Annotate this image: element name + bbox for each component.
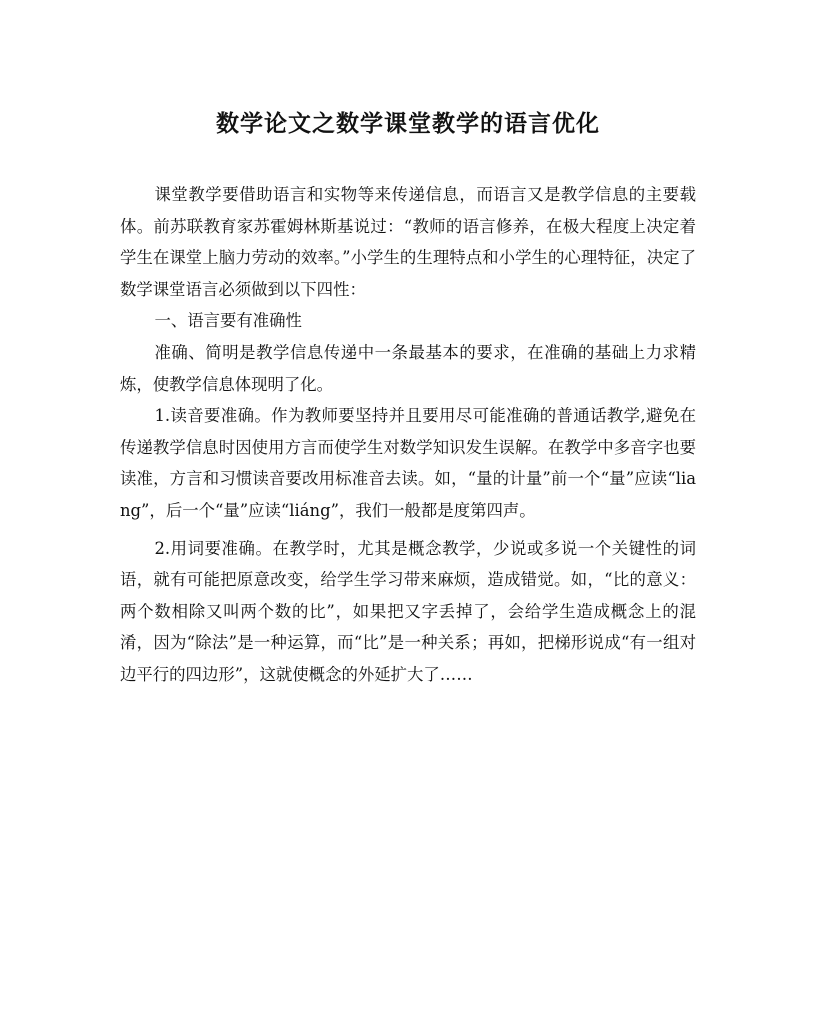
paragraph-pronunciation: 1.读音要准确。作为教师要坚持并且要用尽可能准确的普通话教学,避免在传递教学信息时因使用方言而使学生对数学知识发生误解。在教学中多音字也要读准，方言和习惯读音要改用标准音去读。如，“量的计量”前一个“量”应读“liang”，后一个“量”应读“liáng”，我们一般都是度第四声。: [120, 406, 696, 520]
document-body: [120, 179, 696, 691]
document-title: 数学论文之数学课堂教学的语言优化: [216, 110, 600, 137]
paragraph-accuracy-overview: 准确、简明是教学信息传递中一条最基本的要求，在准确的基础上力求精炼，使教学信息体现明了化。: [120, 342, 696, 394]
paragraph-word-choice: 2.用词要准确。在教学时，尤其是概念教学，少说或多说一个关键性的词语，就有可能把原意改变，给学生学习带来麻烦，造成错觉。如，“比的意义：两个数相除又叫两个数的比”，如果把又字丢掉了，会给学生造成概念上的混淆，因为“除法”是一种运算，而“比”是一种关系；再如，把梯形说成“有一组对边平行的四边形”，这就使概念的外延扩大了……: [120, 538, 696, 684]
paragraph-intro: 课堂教学要借助语言和实物等来传递信息，而语言又是教学信息的主要载体。前苏联教育家苏霍姆林斯基说过：“教师的语言修养，在极大程度上决定着学生在课堂上脑力劳动的效率。”小学生的生理特点和小学生的心理特征，决定了数学课堂语言必须做到以下四性：: [120, 185, 696, 299]
section-heading-accuracy: 一、语言要有准确性: [154, 311, 302, 331]
